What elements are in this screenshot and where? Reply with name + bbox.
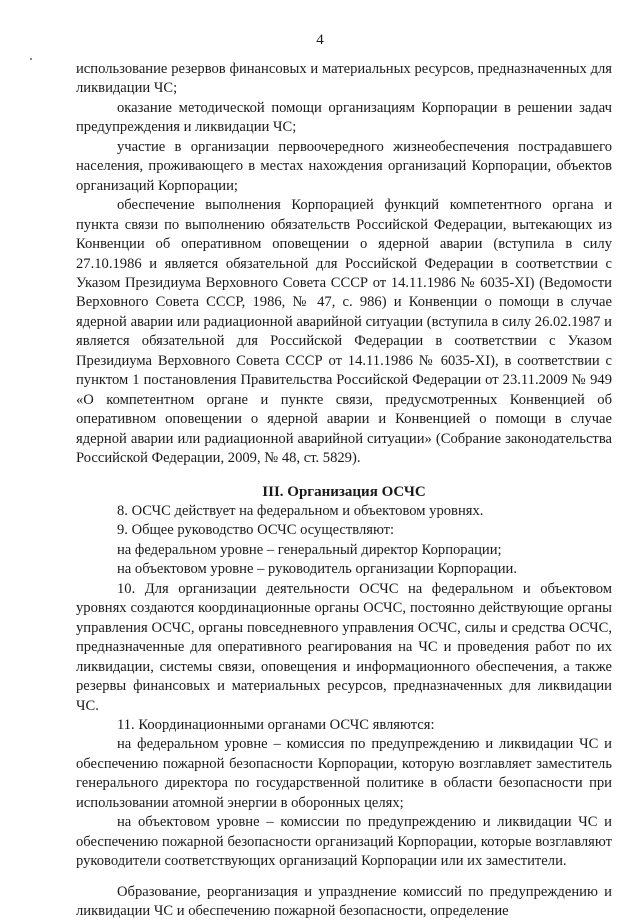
paragraph: оказание методической помощи организациям Корпорации в решении задач предупреждения и ликвидации ЧС; bbox=[76, 99, 612, 136]
paragraph: Образование, реорганизация и упразднение комиссий по предупреждению и ликвидации ЧС и обеспечению пожарной безопасности, определение bbox=[76, 883, 612, 920]
paragraphs-after-section bbox=[76, 502, 612, 921]
paragraph: на федеральном уровне – генеральный директор Корпорации; bbox=[117, 541, 502, 558]
paragraph: на объектовом уровне – комиссии по предупреждению и ликвидации ЧС и обеспечению пожарной безопасности организаций Корпорации, которые возглавляют руководители соответствующих организаций Корпорации или их заместители. bbox=[76, 814, 612, 870]
paragraph: 10. Для организации деятельности ОСЧС на федеральном и объектовом уровнях создаются координационные органы ОСЧС, постоянно действующие органы управления ОСЧС, органы повседневного управления ОСЧС, силы и средства ОСЧС, предназначенные для оперативного реагирования на ЧС и проведения работ по их ликвидации, системы связи, оповещения и информационного обеспечения, а также резервы финансовых и материальных ресурсов, предназначенных для ликвидации ЧС. bbox=[76, 580, 612, 714]
paragraph: обеспечение выполнения Корпорацией функций компетентного органа и пункта связи по выполнению обязательств Российской Федерации, вытекающих из Конвенции об оперативном оповещении о ядерной аварии (вступила в силу 27.10.1986 и является обязательной для Российской Федерации в соответствии с Указом Президиума Верховного Совета СССР от 14.11.1986 № 6035-XI) (Ведомости Верховного Совета СССР, 1986, № 47, с. 986) и Конвенции о помощи в случае ядерной аварии или радиационной аварийной ситуации (вступила в силу 26.02.1987 и является обязательной для Российской Федерации в соответствии с Указом Президиума Верховного Совета СССР от 14.11.1986 № 6035-XI), в соответствии с пунктом 1 постановления Правительства Российской Федерации от 23.11.2009 № 949 «О компетентном органе и пункте связи, предусмотренных Конвенцией об оперативном оповещении о ядерной аварии и Конвенцией о помощи в случае ядерной аварии или радиационной аварийной ситуации» (Собрание законодательства Российской Федерации, 2009, № 48, ст. 5829). bbox=[76, 197, 612, 467]
paragraphs-before-section bbox=[76, 60, 612, 469]
paragraph: на объектовом уровне – руководитель организации Корпорации. bbox=[117, 561, 518, 578]
scan-mark bbox=[30, 58, 32, 60]
section-heading: III. Организация ОСЧС bbox=[262, 483, 426, 500]
document-body bbox=[76, 60, 612, 921]
paragraph: 8. ОСЧС действует на федеральном и объектовом уровнях. bbox=[117, 502, 484, 519]
paragraph: 9. Общее руководство ОСЧС осуществляют: bbox=[117, 522, 395, 539]
page-number: 4 bbox=[316, 32, 324, 48]
paragraph: использование резервов финансовых и материальных ресурсов, предназначенных для ликвидации ЧС; bbox=[76, 61, 612, 97]
paragraph: 11. Координационными органами ОСЧС являются: bbox=[117, 716, 435, 733]
paragraph: на федеральном уровне – комиссия по предупреждению и ликвидации ЧС и обеспечению пожарной безопасности Корпорации, которую возглавляет заместитель генерального директора по государственной политике в области безопасности при использовании атомной энергии в оборонных целях; bbox=[76, 736, 612, 811]
paragraph: участие в организации первоочередного жизнеобеспечения пострадавшего населения, проживающего в местах нахождения организаций Корпорации, объектов организаций Корпорации; bbox=[76, 138, 612, 194]
